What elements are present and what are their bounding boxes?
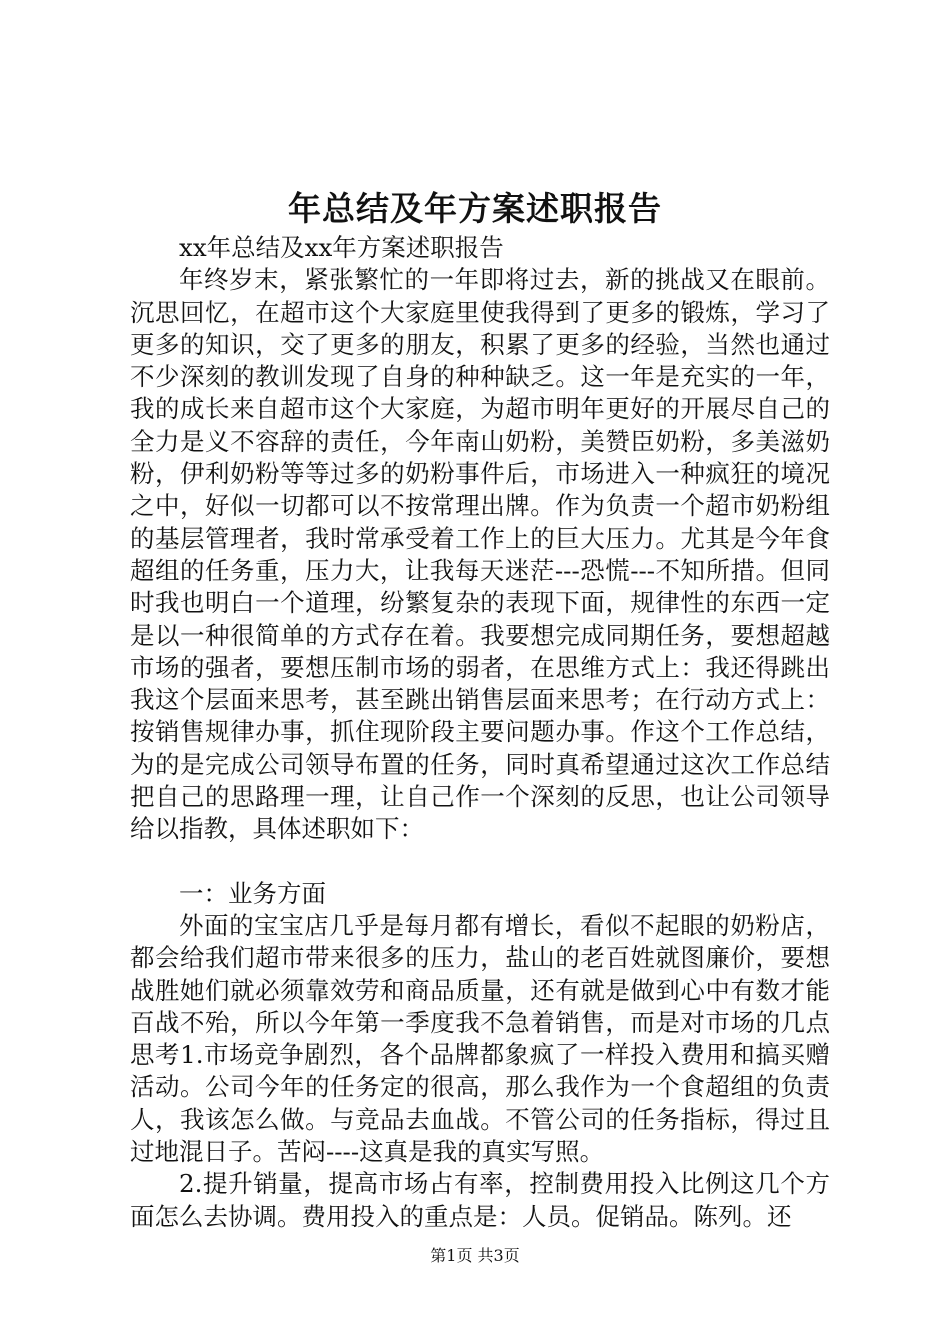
body-paragraph: 2.提升销量，提高市场占有率，控制费用投入比例这几个方面怎么去协调。费用投入的重点是：人员。促销品。陈列。还	[130, 1169, 830, 1231]
page-footer: 第1页 共3页	[430, 1246, 520, 1265]
intro-paragraph: 年终岁末，紧张繁忙的一年即将过去，新的挑战又在眼前。沉思回忆，在超市这个大家庭里使我得到了更多的锻炼，学习了更多的知识，交了更多的朋友，积累了更多的经验，当然也通过不少深刻的教训发现了自身的种种缺乏。这一年是充实的一年，我的成长来自超市这个大家庭，为超市明年更好的开展尽自己的全力是义不容辞的责任，今年南山奶粉，美赞臣奶粉，多美滋奶粉，伊利奶粉等等过多的奶粉事件后，市场进入一种疯狂的境况之中，好似一切都可以不按常理出牌。作为负责一个超市奶粉组的基层管理者，我时常承受着工作上的巨大压力。尤其是今年食超组的任务重，压力大，让我每天迷茫---恐慌---不知所措。但同时我也明白一个道理，纷繁复杂的表现下面，规律性的东西一定是以一种很简单的方式存在着。我要想完成同期任务，要想超越市场的强者，要想压制市场的弱者，在思维方式上：我还得跳出我这个层面来思考，甚至跳出销售层面来思考；在行动方式上：按销售规律办事，抓住现阶段主要问题办事。作这个工作总结，为的是完成公司领导布置的任务，同时真希望通过这次工作总结把自己的思路理一理，让自己作一个深刻的反思，也让公司领导给以指教，具体述职如下：	[130, 265, 830, 844]
body-paragraph: 外面的宝宝店几乎是每月都有增长，看似不起眼的奶粉店，都会给我们超市带来很多的压力，盐山的老百姓就图廉价，要想战胜她们就必须靠效劳和商品质量，还有就是做到心中有数才能百战不殆，所以今年第一季度我不急着销售，而是对市场的几点思考1.市场竞争剧烈，各个品牌都象疯了一样投入费用和搞买赠活动。公司今年的任务定的很高，那么我作为一个食超组的负责人，我该怎么做。与竞品去血战。不管公司的任务指标，得过且过地混日子。苦闷----这真是我的真实写照。	[130, 910, 830, 1167]
section-heading: 一：业务方面	[179, 878, 326, 908]
report-subtitle: xx年总结及xx年方案述职报告	[179, 233, 504, 262]
document-title: 年总结及年方案述职报告	[288, 189, 662, 228]
document-body	[130, 232, 830, 1233]
